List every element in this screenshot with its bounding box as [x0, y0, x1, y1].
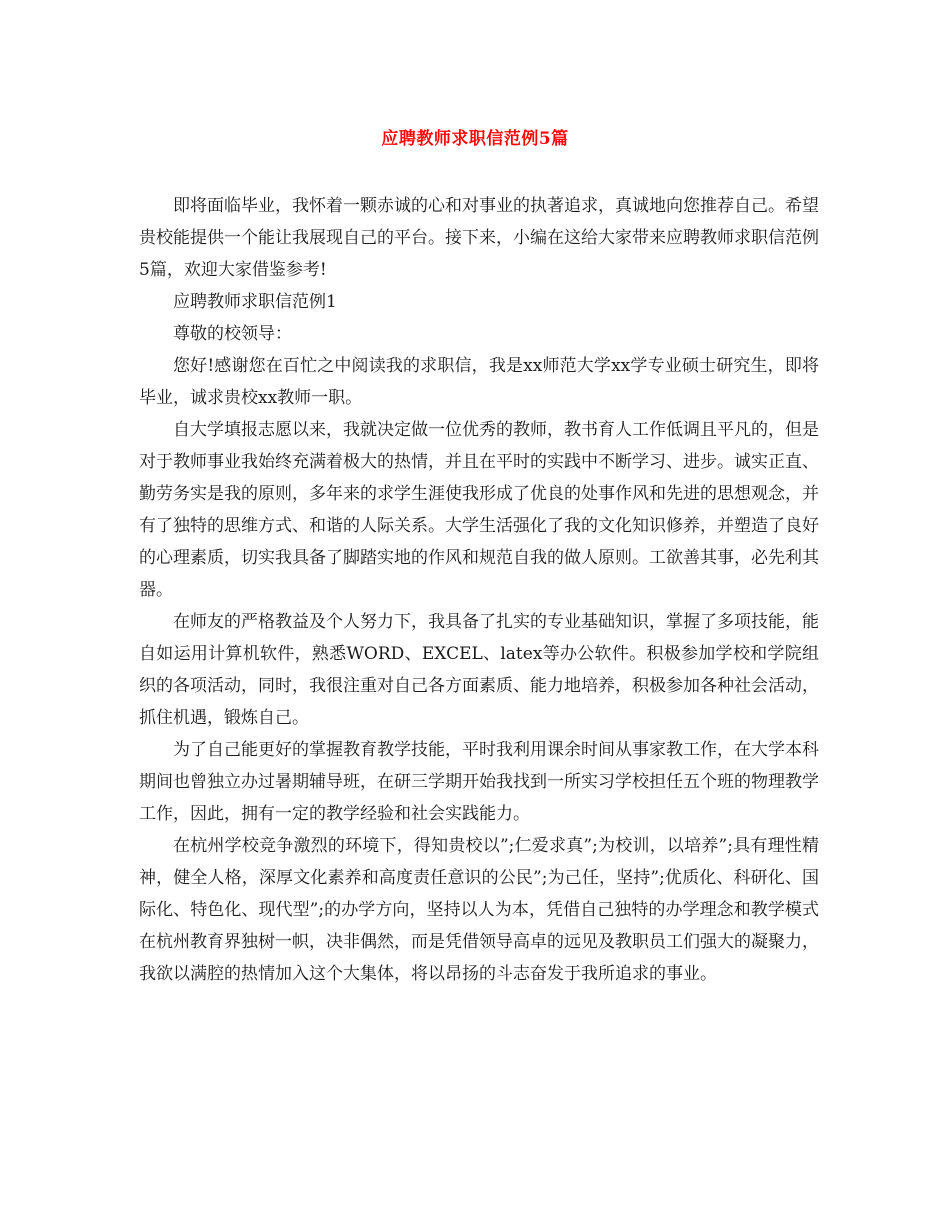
- body-paragraph: 在师友的严格教益及个人努力下，我具备了扎实的专业基础知识，掌握了多项技能，能自如运用计算机软件，熟悉WORD、EXCEL、latex等办公软件。积极参加学校和学院组织的各项活动，同时，我很注重对自己各方面素质、能力地培养，积极参加各种社会活动，抓住机遇，锻炼自己。: [139, 612, 819, 728]
- body-paragraph: 在杭州学校竞争激烈的环境下，得知贵校以”;仁爱求真”;为校训，以培养”;具有理性精神，健全人格，深厚文化素养和高度责任意识的公民”;为己任，坚持”;优质化、科研化、国际化、特色化、现代型”;的办学方向，坚持以人为本，凭借自己独特的办学理念和教学模式在杭州教育界独树一帜，决非偶然，而是凭借领导高卓的远见及教职员工们强大的凝聚力，我欲以满腔的热情加入这个大集体，将以昂扬的斗志奋发于我所追求的事业。: [139, 836, 819, 984]
- body-paragraph: 为了自己能更好的掌握教育教学技能，平时我利用课余时间从事家教工作，在大学本科期间也曾独立办过暑期辅导班，在研三学期开始我找到一所实习学校担任五个班的物理教学工作，因此，拥有一定的教学经验和社会实践能力。: [139, 740, 819, 824]
- document-title: 应聘教师求职信范例5篇: [381, 129, 569, 149]
- body-paragraph: 您好!感谢您在百忙之中阅读我的求职信，我是xx师范大学xx学专业硕士研究生，即将毕业，诚求贵校xx教师一职。: [139, 356, 819, 408]
- document-body: [139, 190, 819, 990]
- body-paragraph: 自大学填报志愿以来，我就决定做一位优秀的教师，教书育人工作低调且平凡的，但是对于教师事业我始终充满着极大的热情，并且在平时的实践中不断学习、进步。诚实正直、勤劳务实是我的原则，多年来的求学生涯使我形成了优良的处事作风和先进的思想观念，并有了独特的思维方式、和谐的人际关系。大学生活强化了我的文化知识修养，并塑造了良好的心理素质，切实我具备了脚踏实地的作风和规范自我的做人原则。工欲善其事，必先利其器。: [139, 420, 819, 600]
- salutation: 尊敬的校领导：: [173, 324, 292, 344]
- intro-paragraph: 即将面临毕业，我怀着一颗赤诚的心和对事业的执著追求，真诚地向您推荐自己。希望贵校能提供一个能让我展现自己的平台。接下来，小编在这给大家带来应聘教师求职信范例5篇，欢迎大家借鉴参考!: [139, 196, 819, 280]
- section-heading: 应聘教师求职信范例1: [173, 292, 337, 312]
